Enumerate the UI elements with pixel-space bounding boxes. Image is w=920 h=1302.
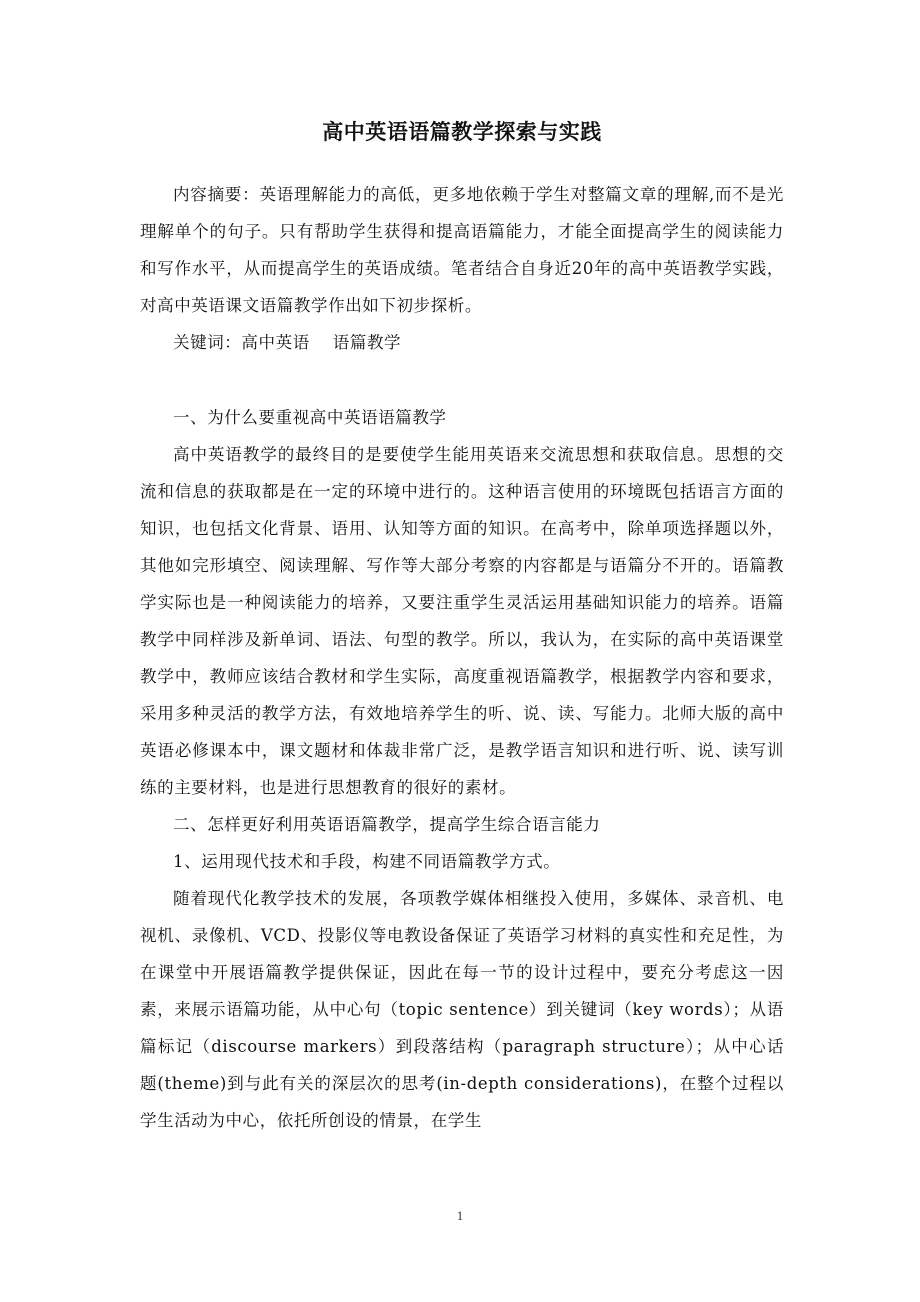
subsection-1-paragraph: 随着现代化教学技术的发展，各项教学媒体相继投入使用，多媒体、录音机、电视机、录像机、VCD、投影仪等电教设备保证了英语学习材料的真实性和充足性，为在课堂中开展语篇教学提供保证，因此在每一节的设计过程中，要充分考虑这一因素，来展示语篇功能，从中心句（topic sentence）到关键词（key words）；从语篇标记（discourse markers）到段落结构（paragraph structure）；从中心话题(theme)到与此有关的深层次的思考(in-depth considerations)，在整个过程以学生活动为中心，依托所创设的情景，在学生 [140, 889, 784, 1130]
subsection-heading-1: 1、运用现代技术和手段，构建不同语篇教学方式。 [173, 852, 561, 871]
document-title: 高中英语语篇教学探索与实践 [322, 120, 602, 144]
abstract-paragraph: 内容摘要：英语理解能力的高低，更多地依赖于学生对整篇文章的理解,而不是光理解单个的句子。只有帮助学生获得和提高语篇能力，才能全面提高学生的阅读能力和写作水平，从而提高学生的英语成绩。笔者结合自身近20年的高中英语教学实践，对高中英语课文语篇教学作出如下初步探析。 [140, 185, 784, 315]
section-heading-1: 一、为什么要重视高中英语语篇教学 [173, 408, 447, 427]
section-1-paragraph: 高中英语教学的最终目的是要使学生能用英语来交流思想和获取信息。思想的交流和信息的获取都是在一定的环境中进行的。这种语言使用的环境既包括语言方面的知识，也包括文化背景、语用、认知等方面的知识。在高考中，除单项选择题以外，其他如完形填空、阅读理解、写作等大部分考察的内容都是与语篇分不开的。语篇教学实际也是一种阅读能力的培养，又要注重学生灵活运用基础知识能力的培养。语篇教学中同样涉及新单词、语法、句型的教学。所以，我认为，在实际的高中英语课堂教学中，教师应该结合教材和学生实际，高度重视语篇教学，根据教学内容和要求，采用多种灵活的教学方法，有效地培养学生的听、说、读、写能力。北师大版的高中英语必修课本中，课文题材和体裁非常广泛，是教学语言知识和进行听、说、读写训练的主要材料，也是进行思想教育的很好的素材。 [140, 445, 784, 797]
page-number: 1 [456, 1208, 464, 1223]
keywords-paragraph: 关键词：高中英语 语篇教学 [173, 333, 402, 352]
section-spacer [140, 361, 784, 399]
section-heading-2: 二、怎样更好利用英语语篇教学，提高学生综合语言能力 [173, 815, 601, 834]
document-body [140, 112, 784, 1139]
